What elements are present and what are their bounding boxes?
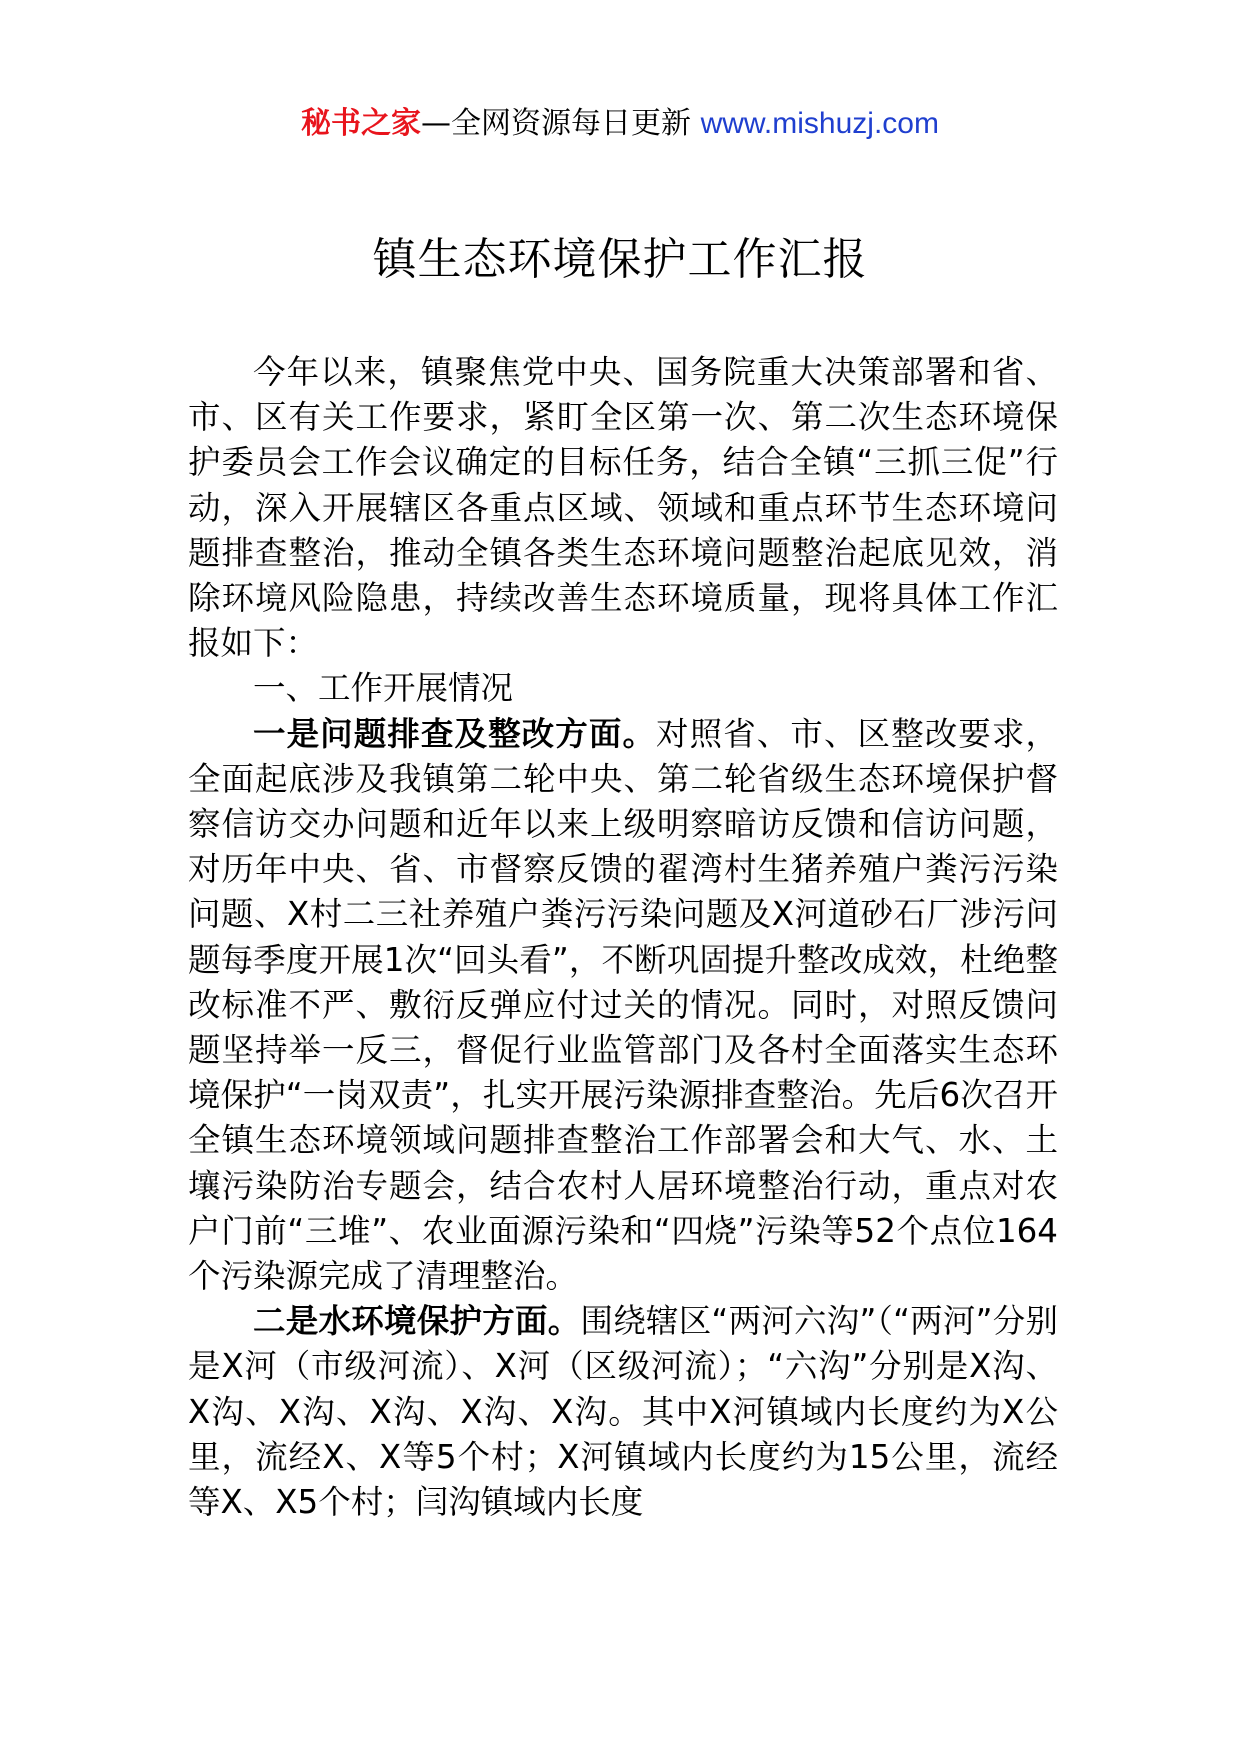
site-header [0, 104, 1240, 144]
document-body [188, 350, 1058, 1525]
item-2-text: 围绕辖区“两河六沟”（“两河”分别是X河（市级河流）、X河（区级河流）；“六沟”分别是X沟、X沟、X沟、X沟、X沟、X沟。其中X河镇域内长度约为X公里，流经X、X等5个村；X河镇域内长度约为15公里，流经等X、X5个村；闫沟镇域内长度 [188, 1302, 1058, 1522]
document-title: 镇生态环境保护工作汇报 [372, 234, 868, 285]
item-1-text: 对照省、市、区整改要求，全面起底涉及我镇第二轮中央、第二轮省级生态环境保护督察信访交办问题和近年以来上级明察暗访反馈和信访问题，对历年中央、省、市督察反馈的翟湾村生猪养殖户粪污污染问题、X村二三社养殖户粪污污染问题及X河道砂石厂涉污问题每季度开展1次“回头看”，不断巩固提升整改成效，杜绝整改标准不严、敷衍反弹应付过关的情况。同时，对照反馈问题坚持举一反三，督促行业监管部门及各村全面落实生态环境保护“一岗双责”，扎实开展污染源排查整治。先后6次召开全镇生态环境领域问题排查整治工作部署会和大气、水、土壤污染防治专题会，结合农村人居环境整治行动，重点对农户门前“三堆”、农业面源污染和“四烧”污染等52个点位164个污染源完成了清理整治。 [188, 714, 1058, 1296]
header-tagline: —全网资源每日更新 [421, 106, 701, 141]
brand-name: 秘书之家 [301, 106, 422, 141]
item-2-lead: 二是水环境保护方面。 [253, 1302, 581, 1341]
site-url-link[interactable]: www.mishuzj.com [700, 107, 939, 140]
section-heading: 一、工作开展情况 [253, 669, 514, 708]
item-2-paragraph [188, 1299, 1058, 1525]
item-1-paragraph [188, 712, 1058, 1300]
intro-paragraph: 今年以来，镇聚焦党中央、国务院重大决策部署和省、市、区有关工作要求，紧盯全区第一次、第二次生态环境保护委员会工作会议确定的目标任务，结合全镇“三抓三促”行动，深入开展辖区各重点区域、领域和重点环节生态环境问题排查整治，推动全镇各类生态环境问题整治起底见效，消除环境风险隐患，持续改善生态环境质量，现将具体工作汇报如下： [188, 353, 1058, 663]
item-1-lead: 一是问题排查及整改方面。 [253, 714, 657, 753]
